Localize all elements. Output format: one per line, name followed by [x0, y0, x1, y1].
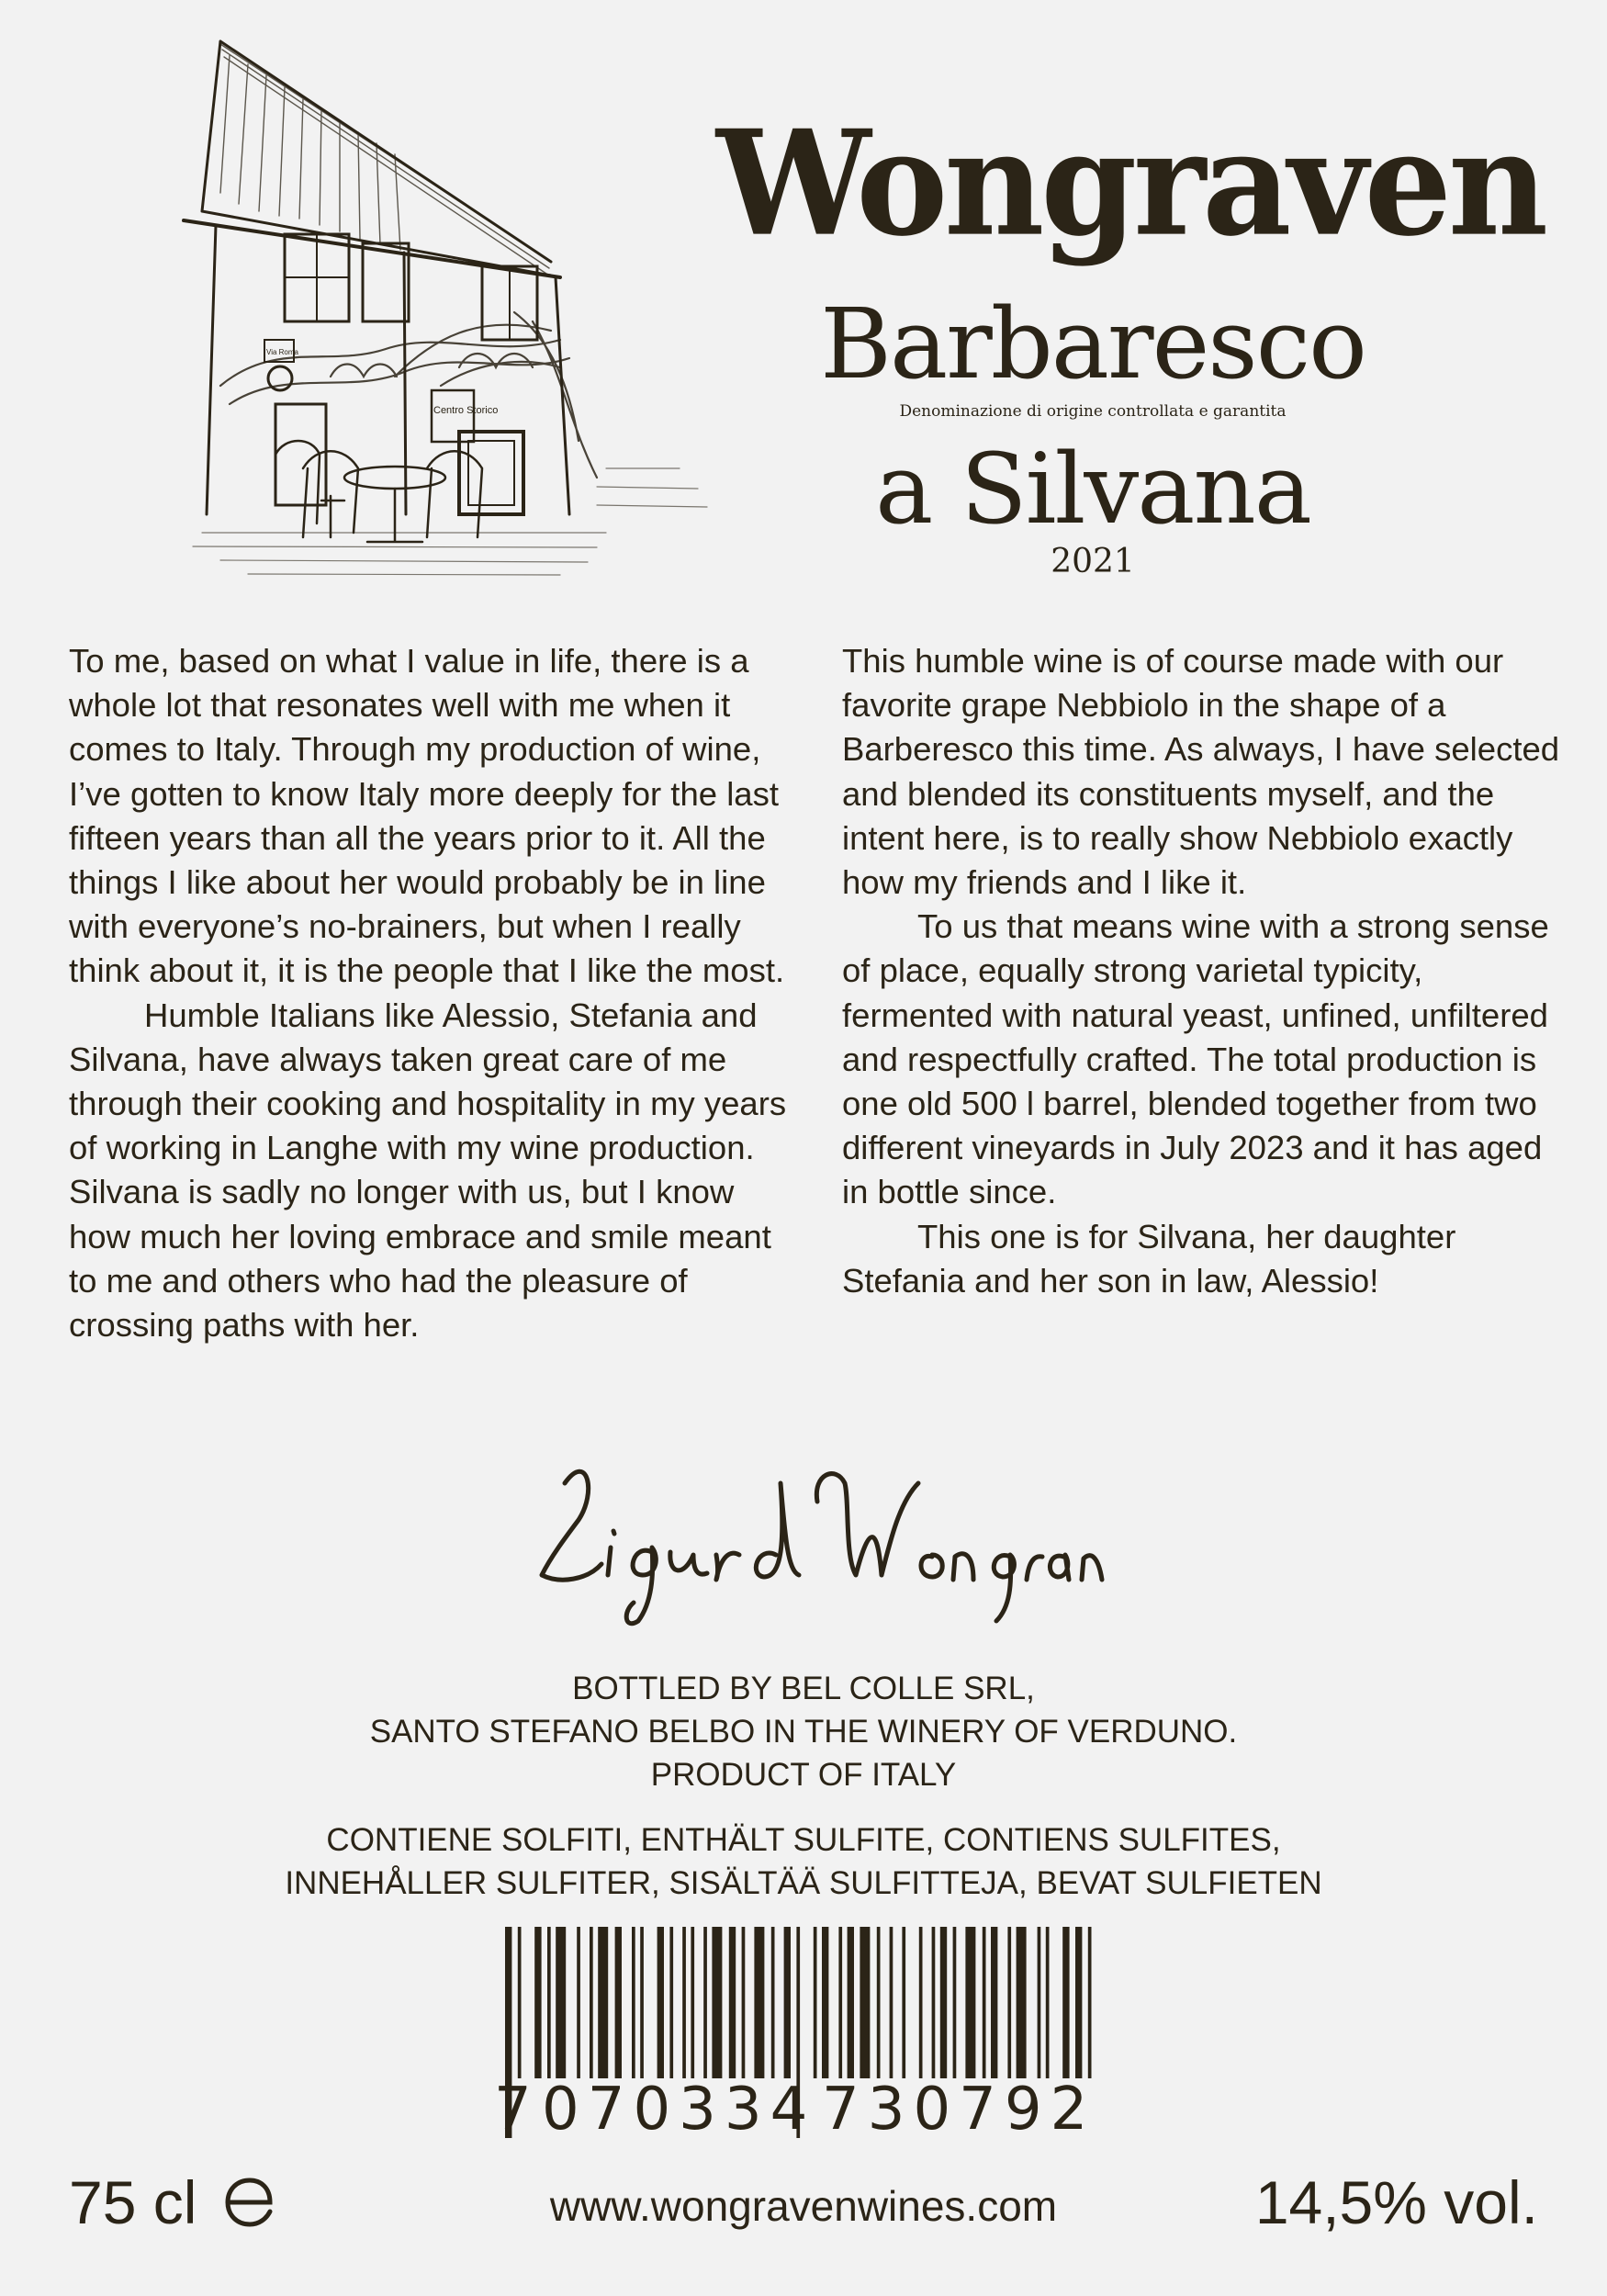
barcode-bar — [919, 1927, 923, 2078]
barcode-bar — [640, 1927, 644, 2078]
barcode-bar — [598, 1927, 608, 2078]
story-paragraph: This humble wine is of course made with our favorite grape Nebbiolo in the shape of a Barberesco this time. As always, I have selected and blended its constituents myself, and the intent here, is to really show Nebbiolo exactly how my friends and I like it. — [842, 642, 1560, 902]
barcode-bar — [1075, 1927, 1082, 2078]
volume: 75 cl — [69, 2168, 197, 2236]
story-paragraph: To me, based on what I value in life, there is a whole lot that resonates well with me when it comes to Italy. Through my production of wine, I’ve gotten to know Italy more deeply for the last fifteen years than all the years prior to it. All the things I like about her would probably be in line with everyone’s no-brainers, but when I really think about it, it is the people that I like the most. — [69, 642, 785, 990]
story-paragraph: To us that means wine with a strong sense of place, equally strong varietal typicity, fermented with natural yeast, unfined, unfiltered and respectfully crafted. The total production is one old 500 l barrel, blended together from two different vineyards in July 2023 and it has aged in bottle since. — [842, 907, 1549, 1211]
barcode-digit-lead: 7 — [494, 2076, 532, 2144]
website-url[interactable]: www.wongravenwines.com — [549, 2182, 1058, 2230]
barcode-bar — [814, 1927, 817, 2078]
barcode-bar — [1062, 1927, 1069, 2078]
barcode-bar — [1007, 1927, 1011, 2078]
bottling-line: BOTTLED BY BEL COLLE SRL, — [572, 1671, 1035, 1706]
barcode-bar — [691, 1927, 694, 2078]
barcode-bar — [577, 1927, 580, 2078]
barcode-bar — [1088, 1927, 1092, 2078]
barcode-bar — [902, 1927, 905, 2078]
allergen-statement — [0, 1818, 1607, 1905]
bottling-statement — [0, 1667, 1607, 1796]
barcode-bar — [932, 1927, 936, 2078]
docg-designation: Denominazione di origine controllata e garantita — [899, 402, 1287, 421]
cru-name: a Silvana — [875, 433, 1310, 546]
barcode-bar — [822, 1927, 828, 2078]
bottling-line: PRODUCT OF ITALY — [650, 1757, 957, 1793]
barcode-bar — [518, 1927, 522, 2078]
barcode-bar — [754, 1927, 764, 2078]
barcode-bar — [703, 1927, 707, 2078]
story-left-column — [69, 639, 794, 1347]
barcode-bar — [632, 1927, 635, 2078]
barcode-bar — [877, 1927, 881, 2078]
barcode-bar — [991, 1927, 997, 2078]
brand-name: Wongraven — [716, 98, 1545, 269]
barcode-bar — [547, 1927, 551, 2078]
barcode-bar — [890, 1927, 893, 2078]
story-right-column — [842, 639, 1568, 1303]
barcode-bar — [1038, 1927, 1041, 2078]
barcode-bar — [838, 1927, 842, 2078]
barcode-digits-left: 070334 — [542, 2076, 816, 2144]
barcode-bar — [712, 1927, 722, 2078]
barcode-bar — [848, 1927, 854, 2078]
allergen-line: CONTIENE SOLFITI, ENTHÄLT SULFITE, CONTIENS SULFITES, — [326, 1822, 1281, 1858]
handwritten-signature — [514, 1446, 1111, 1639]
barcode-bar — [534, 1927, 541, 2078]
house-sketch-illustration — [165, 37, 716, 597]
barcode-bar — [657, 1927, 664, 2078]
wine-name: Barbaresco — [820, 287, 1365, 400]
barcode-bar — [784, 1927, 791, 2078]
barcode-bar — [729, 1927, 736, 2078]
story-paragraph: This one is for Silvana, her daughter Stefania and her son in law, Alessio! — [842, 1217, 1456, 1300]
sign-street: Via Roma — [266, 348, 298, 356]
barcode-bar — [1017, 1927, 1027, 2078]
barcode-bar — [669, 1927, 673, 2078]
barcode-bar — [682, 1927, 686, 2078]
barcode-bar — [965, 1927, 975, 2078]
barcode-bar — [742, 1927, 746, 2078]
barcode-bar — [953, 1927, 957, 2078]
barcode-bar — [1046, 1927, 1050, 2078]
barcode-bar — [983, 1927, 986, 2078]
barcode-bar — [556, 1927, 566, 2078]
barcode-bar — [615, 1927, 622, 2078]
bottling-line: SANTO STEFANO BELBO IN THE WINERY OF VERDUNO. — [369, 1714, 1238, 1750]
alcohol-by-volume: 14,5% vol. — [1254, 2168, 1538, 2236]
story-paragraph: Humble Italians like Alessio, Stefania and Silvana, have always taken great care of me through their cooking and hospitality in my years of working in Langhe with my wine production. Silvana is sadly no longer with us, but I know how much her loving embrace and smile meant to me and others who had the pleasure of crossing paths with her. — [69, 996, 787, 1345]
barcode-digits-right: 730792 — [822, 2076, 1096, 2144]
allergen-line: INNEHÅLLER SULFITER, SISÄLTÄÄ SULFITTEJA, BEVAT SULFIETEN — [285, 1865, 1322, 1901]
barcode-bar — [771, 1927, 775, 2078]
barcode-bar — [940, 1927, 947, 2078]
sign-centro: Centro Storico — [433, 405, 499, 416]
vintage-year: 2021 — [1051, 543, 1135, 580]
barcode-bar — [590, 1927, 593, 2078]
barcode-bar — [860, 1927, 870, 2078]
